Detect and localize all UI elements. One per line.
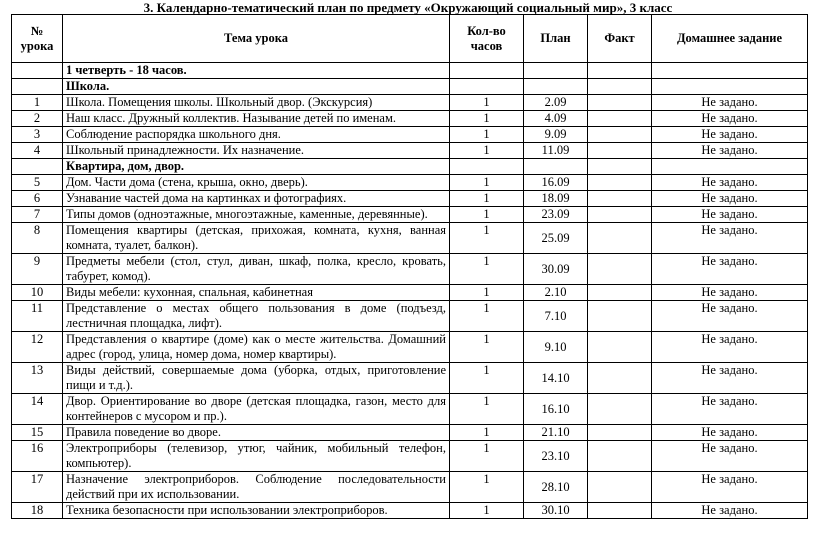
- document-title: 3. Календарно-тематический план по предмету «Окружающий социальный мир», 3 класс: [143, 0, 673, 15]
- lesson-row: [12, 254, 808, 285]
- section-title: Квартира, дом, двор.: [63, 159, 450, 175]
- lesson-plan-date: 23.09: [524, 207, 588, 223]
- lesson-fact-date: [588, 472, 652, 503]
- lesson-topic: Правила поведение во дворе.: [63, 425, 450, 441]
- table-body: [12, 63, 808, 519]
- lesson-hours: 1: [450, 111, 524, 127]
- lesson-plan-date: 28.10: [524, 472, 588, 503]
- lesson-number: 8: [12, 223, 63, 254]
- lesson-fact-date: [588, 301, 652, 332]
- lesson-row: [12, 95, 808, 111]
- lesson-plan-date: 16.09: [524, 175, 588, 191]
- lesson-row: [12, 394, 808, 425]
- lesson-fact-date: [588, 254, 652, 285]
- lesson-row: [12, 301, 808, 332]
- lesson-number: 15: [12, 425, 63, 441]
- lesson-topic: Дом. Части дома (стена, крыша, окно, дверь).: [63, 175, 450, 191]
- section-empty-cell: [450, 63, 524, 79]
- lesson-hours: 1: [450, 332, 524, 363]
- lesson-hours: 1: [450, 301, 524, 332]
- lesson-number: 4: [12, 143, 63, 159]
- lesson-fact-date: [588, 285, 652, 301]
- section-empty-cell: [524, 63, 588, 79]
- lesson-number: 5: [12, 175, 63, 191]
- lesson-fact-date: [588, 191, 652, 207]
- lesson-homework: Не задано.: [652, 441, 808, 472]
- lesson-plan-date: 2.09: [524, 95, 588, 111]
- lesson-homework: Не задано.: [652, 254, 808, 285]
- lesson-number: 7: [12, 207, 63, 223]
- lesson-homework: Не задано.: [652, 111, 808, 127]
- lesson-homework: Не задано.: [652, 191, 808, 207]
- lesson-number: 18: [12, 503, 63, 519]
- section-empty-cell: [12, 79, 63, 95]
- lesson-row: [12, 363, 808, 394]
- lesson-plan-date: 21.10: [524, 425, 588, 441]
- lesson-plan-date: 18.09: [524, 191, 588, 207]
- lesson-topic: Техника безопасности при использовании электроприборов.: [63, 503, 450, 519]
- lesson-hours: 1: [450, 95, 524, 111]
- section-empty-cell: [524, 159, 588, 175]
- section-empty-cell: [450, 159, 524, 175]
- lesson-topic: Предметы мебели (стол, стул, диван, шкаф, полка, кресло, кровать, табурет, комод).: [63, 254, 450, 285]
- lesson-fact-date: [588, 363, 652, 394]
- section-empty-cell: [652, 159, 808, 175]
- lesson-topic: Узнавание частей дома на картинках и фотографиях.: [63, 191, 450, 207]
- lesson-homework: Не задано.: [652, 285, 808, 301]
- header-plan: План: [524, 15, 588, 63]
- lesson-plan-date: 25.09: [524, 223, 588, 254]
- lesson-hours: 1: [450, 425, 524, 441]
- lesson-fact-date: [588, 332, 652, 363]
- lesson-row: [12, 425, 808, 441]
- lesson-number: 10: [12, 285, 63, 301]
- lesson-fact-date: [588, 223, 652, 254]
- lesson-homework: Не задано.: [652, 207, 808, 223]
- header-lesson-number: № урока: [12, 15, 63, 63]
- lesson-number: 17: [12, 472, 63, 503]
- lesson-plan-date: 11.09: [524, 143, 588, 159]
- lesson-topic: Двор. Ориентирование во дворе (детская площадка, газон, место для контейнеров с мусором и пр.).: [63, 394, 450, 425]
- lesson-homework: Не задано.: [652, 95, 808, 111]
- lesson-row: [12, 441, 808, 472]
- lesson-hours: 1: [450, 254, 524, 285]
- lesson-topic: Соблюдение распорядка школьного дня.: [63, 127, 450, 143]
- lesson-row: [12, 503, 808, 519]
- section-empty-cell: [652, 63, 808, 79]
- lesson-number: 6: [12, 191, 63, 207]
- lesson-number: 11: [12, 301, 63, 332]
- lesson-topic: Электроприборы (телевизор, утюг, чайник, мобильный телефон, компьютер).: [63, 441, 450, 472]
- lesson-number: 16: [12, 441, 63, 472]
- lesson-fact-date: [588, 175, 652, 191]
- lesson-homework: Не задано.: [652, 223, 808, 254]
- lesson-homework: Не задано.: [652, 127, 808, 143]
- section-empty-cell: [588, 63, 652, 79]
- lesson-number: 12: [12, 332, 63, 363]
- lesson-topic: Представления о квартире (доме) как о месте жительства. Домашний адрес (город, улица, номер дома, номер квартиры).: [63, 332, 450, 363]
- lesson-topic: Помещения квартиры (детская, прихожая, комната, кухня, ванная комната, туалет, балкон).: [63, 223, 450, 254]
- lesson-hours: 1: [450, 223, 524, 254]
- header-fact: Факт: [588, 15, 652, 63]
- lesson-fact-date: [588, 143, 652, 159]
- lesson-homework: Не задано.: [652, 472, 808, 503]
- lesson-homework: Не задано.: [652, 332, 808, 363]
- lesson-fact-date: [588, 441, 652, 472]
- lesson-topic: Наш класс. Дружный коллектив. Называние детей по именам.: [63, 111, 450, 127]
- lesson-topic: Типы домов (одноэтажные, многоэтажные, каменные, деревянные).: [63, 207, 450, 223]
- lesson-hours: 1: [450, 285, 524, 301]
- section-title: Школа.: [63, 79, 450, 95]
- lesson-row: [12, 175, 808, 191]
- section-row: [12, 79, 808, 95]
- lesson-homework: Не задано.: [652, 425, 808, 441]
- lesson-row: [12, 285, 808, 301]
- section-row: [12, 159, 808, 175]
- lesson-plan-date: 30.10: [524, 503, 588, 519]
- lesson-hours: 1: [450, 127, 524, 143]
- section-row: [12, 63, 808, 79]
- lesson-number: 3: [12, 127, 63, 143]
- lesson-topic: Назначение электроприборов. Соблюдение последовательности действий при их использовании.: [63, 472, 450, 503]
- section-title: 1 четверть - 18 часов.: [63, 63, 450, 79]
- lesson-homework: Не задано.: [652, 301, 808, 332]
- lesson-topic: Виды действий, совершаемые дома (уборка, отдых, приготовление пищи и т.д.).: [63, 363, 450, 394]
- lesson-fact-date: [588, 207, 652, 223]
- lesson-homework: Не задано.: [652, 363, 808, 394]
- lesson-row: [12, 127, 808, 143]
- header-homework: Домашнее задание: [652, 15, 808, 63]
- lesson-plan-date: 16.10: [524, 394, 588, 425]
- table-header-row: [12, 15, 808, 63]
- lesson-hours: 1: [450, 394, 524, 425]
- section-empty-cell: [12, 63, 63, 79]
- lesson-row: [12, 143, 808, 159]
- lesson-number: 14: [12, 394, 63, 425]
- lesson-fact-date: [588, 95, 652, 111]
- header-topic: Тема урока: [63, 15, 450, 63]
- lesson-hours: 1: [450, 441, 524, 472]
- lesson-plan-date: 2.10: [524, 285, 588, 301]
- section-empty-cell: [652, 79, 808, 95]
- lesson-number: 9: [12, 254, 63, 285]
- lesson-topic: Школа. Помещения школы. Школьный двор. (Экскурсия): [63, 95, 450, 111]
- lesson-plan-date: 4.09: [524, 111, 588, 127]
- lesson-row: [12, 332, 808, 363]
- section-empty-cell: [524, 79, 588, 95]
- lesson-row: [12, 191, 808, 207]
- lesson-fact-date: [588, 425, 652, 441]
- lesson-hours: 1: [450, 363, 524, 394]
- lesson-hours: 1: [450, 503, 524, 519]
- lesson-plan-date: 30.09: [524, 254, 588, 285]
- lesson-plan-date: 7.10: [524, 301, 588, 332]
- lesson-hours: 1: [450, 143, 524, 159]
- lesson-row: [12, 223, 808, 254]
- header-hours: Кол-во часов: [450, 15, 524, 63]
- section-empty-cell: [450, 79, 524, 95]
- lesson-fact-date: [588, 127, 652, 143]
- lesson-topic: Школьный принадлежности. Их назначение.: [63, 143, 450, 159]
- lesson-homework: Не задано.: [652, 175, 808, 191]
- lesson-row: [12, 207, 808, 223]
- lesson-plan-date: 9.10: [524, 332, 588, 363]
- lesson-hours: 1: [450, 207, 524, 223]
- section-empty-cell: [12, 159, 63, 175]
- lesson-row: [12, 472, 808, 503]
- lesson-fact-date: [588, 503, 652, 519]
- section-empty-cell: [588, 159, 652, 175]
- section-empty-cell: [588, 79, 652, 95]
- lesson-row: [12, 111, 808, 127]
- lesson-hours: 1: [450, 191, 524, 207]
- lesson-fact-date: [588, 111, 652, 127]
- lesson-homework: Не задано.: [652, 394, 808, 425]
- lesson-homework: Не задано.: [652, 503, 808, 519]
- lesson-hours: 1: [450, 472, 524, 503]
- lesson-plan-table: [11, 14, 808, 519]
- lesson-plan-date: 14.10: [524, 363, 588, 394]
- lesson-number: 13: [12, 363, 63, 394]
- lesson-plan-date: 9.09: [524, 127, 588, 143]
- lesson-topic: Виды мебели: кухонная, спальная, кабинетная: [63, 285, 450, 301]
- lesson-fact-date: [588, 394, 652, 425]
- lesson-plan-date: 23.10: [524, 441, 588, 472]
- lesson-hours: 1: [450, 175, 524, 191]
- lesson-topic: Представление о местах общего пользования в доме (подъезд, лестничная площадка, лифт).: [63, 301, 450, 332]
- lesson-homework: Не задано.: [652, 143, 808, 159]
- lesson-number: 2: [12, 111, 63, 127]
- lesson-number: 1: [12, 95, 63, 111]
